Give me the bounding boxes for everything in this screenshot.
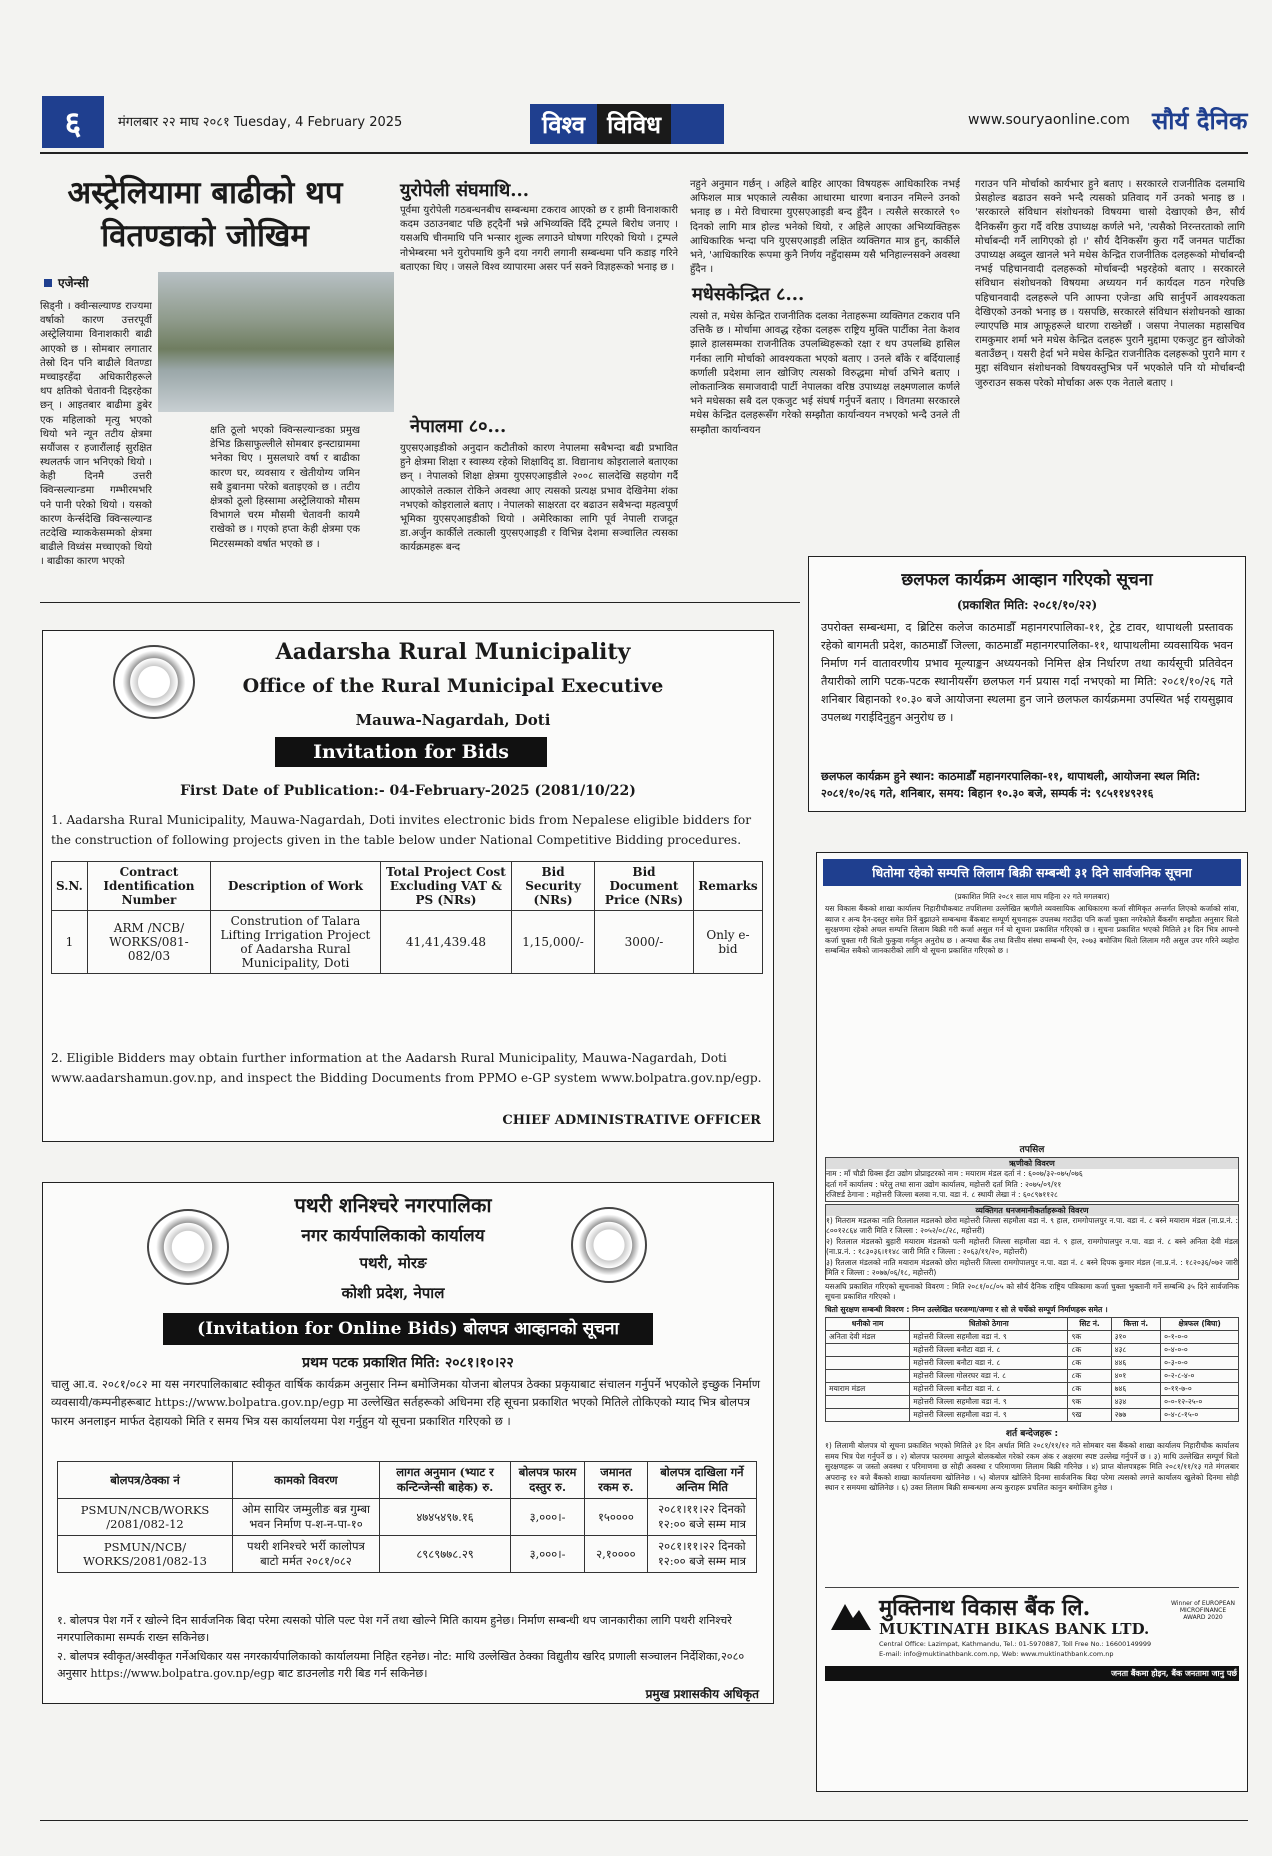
table-cell: महोत्तरी जिल्ला बनौटा वडा नं. ८ xyxy=(910,1357,1068,1370)
table-cell: 1,15,000/- xyxy=(512,911,595,974)
table-cell: 3000/- xyxy=(595,911,694,974)
bank-name-en: MUKTINATH BIKAS BANK LTD. xyxy=(879,1620,1150,1638)
table-cell xyxy=(826,1357,910,1370)
first-publication-date: First Date of Publication:- 04-February-2025 (2081/10/22) xyxy=(180,783,636,799)
guarantor-2: २) रितलाल मंडलको बुहारी मयाराम मंडलको पत्नी महोत्तरी जिल्ला सहमौला वडा नं. ९ हाल, रामगोपालपुर न.पा. वडा नं. ८ बस्ने अनिता देवी मंडल (ना.प्र.नं. : १८३०३६।११४८ जारी मिति र जिल्ला : २०६३/११/२०, महोत्तरी) xyxy=(826,1236,1238,1256)
collateral-table xyxy=(825,1317,1239,1422)
table-cell: २०८१।११।२२ दिनको १२:०० बजे सम्म मात्र xyxy=(647,1499,756,1536)
table-header: क्षेत्रफल (बिघा) xyxy=(1161,1318,1239,1331)
table-cell xyxy=(826,1409,910,1422)
table-row xyxy=(826,1396,1239,1409)
bid-item-1: 1. Aadarsha Rural Municipality, Mauwa-Nagardah, Doti invites electronic bids from Nepalese eligible bidders for the construction of following projects given in the table below under National Competitive Bidding procedures. xyxy=(51,813,752,847)
table-cell: महोत्तरी जिल्ला बनौटा वडा नं. ८ xyxy=(910,1383,1068,1396)
guarantor-1: १) मितराम मडलका नाति रितलाल मडलको छोरा महोत्तरी जिल्ला सहमौला वडा नं. ९ हाल, रामगोपालपुर न.पा. वडा नं. ८ बस्ने मयाराम मंडल (ना.प्र.नं. : ८००१२८६४ जारी मिति र जिल्ला : २०५२/०८/२८, महोत्तरी) xyxy=(826,1215,1238,1235)
hearing-notice xyxy=(808,556,1246,812)
table-cell: ४४६ xyxy=(1111,1357,1161,1370)
table-cell: ९क xyxy=(1068,1331,1111,1344)
table-header: Remarks xyxy=(693,862,762,911)
auction-body: यस विकास बैंकको शाखा कार्यालय निहारीचौकबाट तपशिलमा उल्लेखित ऋणीले व्यवसायिक आधिकारमा कर्जा सीमिकृत अन्तर्गत लिएको कर्जाको सांवा, ब्याज र अन्य दैन-दस्तुर समेत तिर्ने बुझाउने सम्बन्धमा बैंकबाट सम्पूर्ण सूचनाहरू उपलब्ध गराउँदा पनि कर्जा चुक्ता नगरेकोले बैंकसँग सम्झौता अनुसार धितो सुरक्षणमा रहेको अचल सम्पत्ति लिलाम बिक्री गरी कर्जा असुल गर्न यो सूचना प्रकाशित गरिएको छ । सूचना प्रकाशित भएको मितिले ३१ दिन भित्र आफ्नो कर्जा चुक्ता गरी धितो फुकुवा गर्नहुन अनुरोध छ । अन्यथा बैंक तथा वित्तीय संस्था सम्बन्धी ऐन, २०७३ बमोजिम धितो लिलाम गरी असुल उपर गरिने व्यहोरा सम्बन्धित सबैको जानकारीको लागि यो सूचना प्रकाशित गरिएको छ । xyxy=(825,904,1239,955)
table-cell: २,१०००० xyxy=(584,1536,647,1573)
date-line: मंगलबार २२ माघ २०८१ Tuesday, 4 February 2025 xyxy=(118,115,403,130)
article-text: पूर्वमा युरोपेली गठबन्धनबीच सम्बन्धमा टकराव आएको छ र हामी विनाशकारी कदम उठाउनबाट पछि हट्दैनौं भन्ने अभिव्यक्ति दिँदै ट्रम्पले बिरोध जनाए । यसअघि चीनमाथि पनि भन्सार शुल्क लगाउने घोषणा गरिएको थियो । ट्रम्पले नोभेम्बरमा भने युरोपमाथि कुनै दया नगरी लगानी सम्बन्धमा पनि कडाइ गरिने बताएका थिए । जसले विश्व व्यापारमा असर पर्न सक्ने विज्ञहरूको भनाइ छ । xyxy=(400,205,678,273)
auction-title: धितोमा रहेको सम्पत्ति लिलाम बिक्री सम्बन्धी ३१ दिने सार्वजनिक सूचना xyxy=(823,859,1241,886)
signatory: प्रमुख प्रशासकीय अधिकृत xyxy=(645,1687,759,1701)
table-cell: ARM /NCB/ WORKS/081-082/03 xyxy=(87,911,210,974)
auction-notice xyxy=(816,852,1248,1792)
table-cell: ०-०-१२-२५-० xyxy=(1161,1396,1239,1409)
table-cell: PSMUN/NCB/WORKS /2081/082-12 xyxy=(58,1499,233,1536)
province: कोशी प्रदेश, नेपाल xyxy=(341,1284,445,1302)
auction-pub-line: (प्रकाशित मिति २०८१ साल माघ महिना २२ गते मगलबार) xyxy=(954,892,1110,901)
intro-text: चालु आ.व. २०८१/०८२ मा यस नगरपालिकाबाट स्वीकृत वार्षिक कार्यक्रम अनुसार निम्न बमोजिमका योजना बोलपत्र ठेक्का प्रकृयाबाट संचालन गर्नुपर्ने भएकोले इच्छुक निर्माण व्यवसायी/कम्पनीहरूबाट https://www.bolpatra.gov.np/egp मा उल्लेखित सर्तहरूको अधिनमा रहि सूचना प्रकाशित भएको मितिले तोकिएको म्याद भित्र बोलपत्र फारम अनलाइन मार्फत देहायको मिति र समय भित्र यस कार्यालयमा पेश गर्नुहुन यो सूचना प्रकाशित गरिएको छ । xyxy=(51,1377,761,1428)
bid-ad-pathari xyxy=(42,1182,774,1704)
table-cell: ८क xyxy=(1068,1370,1111,1383)
tapsil-label: तपसिल xyxy=(1019,1145,1045,1155)
bank-logo-icon xyxy=(829,1596,873,1632)
table-row xyxy=(826,1409,1239,1422)
byline: एजेन्सी xyxy=(44,274,89,291)
notice-pub-date: (प्रकाशित मिति: २०८१/१०/२२) xyxy=(956,598,1098,612)
table-header: Bid Document Price (NRs) xyxy=(595,862,694,911)
bank-name-np: मुक्तिनाथ विकास बैंक लि. xyxy=(879,1595,1091,1621)
table-header: Description of Work xyxy=(211,862,381,911)
office-name: Office of the Rural Municipal Executive xyxy=(242,675,664,697)
bank-contact[interactable]: E-mail: info@muktinathbank.com.np, Web: www.muktinathbank.com.np xyxy=(879,1650,1114,1658)
notice-title: छलफल कार्यक्रम आव्हान गरिएको सूचना xyxy=(901,570,1153,590)
table-cell: मयाराम मंडल xyxy=(826,1383,910,1396)
table-cell: २०८१।११।२२ दिनको १२:०० बजे सम्म मात्र xyxy=(647,1536,756,1573)
table-cell: 41,41,439.48 xyxy=(380,911,511,974)
headline-line-2: वितण्डाको जोखिम xyxy=(101,217,309,254)
headline-line-1: अस्ट्रेलियामा बाढीको थप xyxy=(67,175,343,211)
table-header: बोलपत्र दाखिला गर्ने अन्तिम मिति xyxy=(647,1462,756,1499)
table-header: Bid Security (NRs) xyxy=(512,862,595,911)
borrower-address: रजिष्टर्ड ठेगाना : महोत्तरी जिल्ला बलवा न.पा. वडा नं. ८ स्थायी लेखा नं : ६०८९७११२८ xyxy=(826,1190,1058,1199)
table-cell: २७७ xyxy=(1111,1409,1161,1422)
invitation-banner: (Invitation for Online Bids) बोलपत्र आव्हानको सूचना xyxy=(163,1313,653,1345)
table-cell: ३,०००।- xyxy=(511,1499,585,1536)
borrower-header: ऋणीको विवरण xyxy=(826,1158,1238,1169)
table-cell: PSMUN/NCB/ WORKS/2081/082-13 xyxy=(58,1536,233,1573)
bank-office: Central Office: Lazimpat, Kathmandu, Tel.: 01-5970887, Toll Free No.: 16600149999 xyxy=(879,1640,1152,1648)
table-cell: पथरी शनिश्चरे भर्री कालोपत्र बाटो मर्मत २०८१/०८२ xyxy=(233,1536,380,1573)
table-cell: ३,०००।- xyxy=(511,1536,585,1573)
table-row xyxy=(826,1331,1239,1344)
org-name: Aadarsha Rural Municipality xyxy=(275,639,631,665)
table-row xyxy=(826,1370,1239,1383)
table-cell: ०-२-८-४-० xyxy=(1161,1370,1239,1383)
bid-item-2: 2. Eligible Bidders may obtain further information at the Aadarsh Rural Municipality, Mauwa-Nagardah, Doti www.aadarshamun.gov.np, and inspect the Bidding Documents from PPMO e-GP system www.bolpatra.gov.np/egp. xyxy=(51,1051,762,1085)
bid-table xyxy=(51,861,763,974)
table-cell: १५०००० xyxy=(584,1499,647,1536)
table-cell: महोत्तरी जिल्ला बनौटा वडा नं. ८ xyxy=(910,1344,1068,1357)
table-header: धितोको ठेगाना xyxy=(910,1318,1068,1331)
table-header: कित्ता नं. xyxy=(1111,1318,1161,1331)
header-rule xyxy=(40,152,1248,154)
award-badge: Winner of EUROPEAN MICROFINANCE AWARD 2020 xyxy=(1171,1600,1235,1621)
article-text: नहुने अनुमान गर्छन् । अहिले बाहिर आएका विषयहरू आधिकारिक नभई अफिशल मात्र भएकाले त्यसैका आधारमा धारणा बनाउन नमिल्ने उनको भनाइ छ । मेरो विचारमा युएसएआइडी बन्द हुँदैन । त्यसैले सरकारले ९० दिनको लागि मात्र होल्ड भनेको थियो, र अहिले आएका अभिव्यक्तिहरू आधिकारिक भन्दा पनि युएसएआइडी लक्षित व्यक्तिगत मात्र हुन्, कार्कीले भने, 'आधिकारिक रूपमा कुनै निर्णय नहुँदासम्म यसै भनिहाल्नसक्ने अवस्था हुँदैन । xyxy=(690,179,960,276)
table-header: जमानत रकम रु. xyxy=(584,1462,647,1499)
table-cell: ७४६ xyxy=(1111,1383,1161,1396)
org-name: पथरी शनिश्चरे नगरपालिका xyxy=(294,1193,492,1217)
article-subhead: मधेसकेन्द्रित ८... xyxy=(692,284,805,305)
table-header: लागत अनुमान (भ्याट र कन्टिन्जेन्सी बाहेक) रु. xyxy=(379,1462,510,1499)
article-text-col2: क्षति ठूलो भएको क्विन्सल्यान्डका प्रमुख डेभिड क्रिसाफुल्लीले सोमबार इन्स्टाग्राममा भनेका थिए । मुसलधारे वर्षा र बाढीका कारण घर, व्यवसाय र खेतीयोग्य जमिन सबै डुबानमा परेको बताइएको छ । तटीय क्षेत्रको ठूलो हिस्सामा अस्ट्रेलियाको मौसम विभागले चरम मौसमी चेतावनी कायमै राखेको छ । गएको हप्ता केही क्षेत्रमा एक मिटरसम्मको वर्षात भएको छ । xyxy=(210,425,360,550)
table-cell: ९क xyxy=(1068,1396,1111,1409)
table-cell: महोत्तरी जिल्ला गोलरघर वडा नं. ८ xyxy=(910,1370,1068,1383)
table-cell: ४०१ xyxy=(1111,1370,1161,1383)
bank-tagline: जनता बैंकमा होइन, बैंक जनतामा जानु पर्छ xyxy=(825,1666,1239,1681)
table-cell: अनिता देवी मंडल xyxy=(826,1331,910,1344)
table-header: Contract Identification Number xyxy=(87,862,210,911)
article-subhead: नेपालमा ८०... xyxy=(410,416,507,437)
table-cell: 1 xyxy=(52,911,88,974)
masthead-brand: सौर्य दैनिक xyxy=(1152,106,1248,135)
table-header: बोलपत्र/ठेक्का नं xyxy=(58,1462,233,1499)
table-cell: ४३४ xyxy=(1111,1396,1161,1409)
table-cell: ०-४-०-० xyxy=(1161,1344,1239,1357)
table-cell xyxy=(826,1344,910,1357)
table-cell: ४७४५४९७.१६ xyxy=(379,1499,510,1536)
bid-table xyxy=(57,1461,757,1573)
table-cell: ०-३-०-० xyxy=(1161,1357,1239,1370)
table-header: सिट नं. xyxy=(1068,1318,1111,1331)
table-row xyxy=(826,1383,1239,1396)
footer-rule xyxy=(40,1820,1248,1821)
publication-note: यसअघि प्रकाशित गरिएको सूचनाको विवरण : मिति २०८१/०८/०५ को सौर्य दैनिक राष्ट्रिय पत्रिकामा कर्जा चुक्ता भुक्तानी गर्ने सम्बन्धि ३५ दिने सार्वजनिक सूचना प्रकाशित गरिएको । xyxy=(825,1281,1239,1301)
first-publication-date: प्रथम पटक प्रकाशित मिति: २०८१।१०।२२ xyxy=(302,1355,514,1371)
table-row xyxy=(826,1344,1239,1357)
note-2: २. बोलपत्र स्वीकृत/अस्वीकृत गर्नेअधिकार यस नगरकार्यपालिकाको कार्यालयमा निहित रहनेछ। नोट: माथि उल्लेखित ठेक्का विद्युतीय खरिद प्रणाली सञ्चालन निर्देशिका,२०८० अनुसार https://www.bolpatra.gov.np/egp बाट डाउनलोड गरी बिड गर्न सकिनेछ। xyxy=(57,1650,745,1680)
table-cell: ओम सायिर जम्मुलीङ बन्न गुम्बा भवन निर्माण प-श-न-पा-१० xyxy=(233,1499,380,1536)
website-url[interactable]: www.souryaonline.com xyxy=(968,112,1130,128)
table-row xyxy=(52,911,763,974)
table-cell: महोत्तरी जिल्ला सहमौला वडा नं. ९ xyxy=(910,1331,1068,1344)
table-cell: Only e-bid xyxy=(693,911,762,974)
notice-footer: छलफल कार्यक्रम हुने स्थान: काठमाडौँ महानगरपालिका-११, थापाथली, आयोजना स्थल मिति: २०८१/१०/२६ गते, शनिबार, समय: बिहान १०.३० बजे, सम्पर्क नं: ९८५११४९२१६ xyxy=(821,770,1201,800)
table-cell xyxy=(826,1396,910,1409)
table-row xyxy=(826,1357,1239,1370)
table-cell: ३१० xyxy=(1111,1331,1161,1344)
signatory: CHIEF ADMINISTRATIVE OFFICER xyxy=(502,1113,761,1128)
table-cell: महोत्तरी जिल्ला सहमौला वडा नं. ९ xyxy=(910,1396,1068,1409)
borrower-section xyxy=(825,1157,1239,1202)
page-number: ६ xyxy=(42,96,104,148)
section-title xyxy=(530,104,724,144)
article-text: युएसएआइडीको अनुदान कटौतीको कारण नेपालमा सबैभन्दा बढी प्रभावित हुने क्षेत्रमा शिक्षा र स्वास्थ्य रहेको शिक्षाविद् डा. विद्यानाथ कोइरालाले बताएका छन् । नेपालको शिक्षा क्षेत्रमा युएसएआइडीले २००८ सालदेखि सहयोग गर्दै आएकोले तत्काल रोकिने अवस्था आए त्यसको प्रत्यक्ष प्रभाव देखिनेमा शंका नभएको कोइरालाले बताए । नेपालको साक्षरता दर बढाउन सबैभन्दा महत्वपूर्ण भूमिका युएसएआइडीको थियो । अमेरिकाका लागि पूर्व नेपाली राजदूत डा.अर्जुन कार्कीले तत्काली युएसएआइडी र विभिन्न देशमा सञ्चालित त्यसका कार्यक्रमहरू बन्द xyxy=(400,443,678,554)
table-cell: ८क xyxy=(1068,1357,1111,1370)
table-cell: ०-११-७-० xyxy=(1161,1383,1239,1396)
table-cell: Constrution of Talara Lifting Irrigation Project of Aadarsha Rural Municipality, Doti xyxy=(211,911,381,974)
table-cell: ८क xyxy=(1068,1344,1111,1357)
article-text-col1: सिड्नी । क्वीन्सल्याण्ड राज्यमा वर्षाको कारण उत्तरपूर्वी अस्ट्रेलियामा विनाशकारी बाढी आएको छ । सोमबार लगातार तेस्रो दिन पनि बाढीले वितण्डा मच्चाइरहँदा अधिकारीहरूले थप क्षतिको चेतावनी दिइरहेका छन् । आइतबार बाढीमा डुबेर एक महिलाको मृत्यु भएको थियो भने न्यून तटीय क्षेत्रमा सयौंजस र हजारौंलाई सुरक्षित स्थलतर्फ जान भनिएको थियो । केही दिनमै उत्तरी क्विन्सल्यान्डमा गम्भीरमभरि पने पानी परेको थियो । यसको कारण केर्न्सदेखि क्विन्सल्यान्ड तटदेखि म्याककेसम्मको क्षेत्रमा बाढीले विध्वंस मच्चाएको थियो । बाढीका कारण भएको xyxy=(40,301,152,568)
guarantor-header: व्यक्तिगत धनजमानीकर्ताहरूको विवरण xyxy=(826,1205,1238,1216)
table-header: कामको विवरण xyxy=(233,1462,380,1499)
table-cell: ४३८ xyxy=(1111,1344,1161,1357)
guarantor-section xyxy=(825,1204,1239,1280)
nepal-emblem-icon xyxy=(147,1209,229,1285)
table-cell: ०-४-८-१५-० xyxy=(1161,1409,1239,1422)
section-title-part1: विश्व xyxy=(542,109,586,139)
bank-footer xyxy=(825,1587,1239,1662)
collateral-title: धितो सुरक्षण सम्बन्धी विवरण : निम्न उल्लेखित घरजग्गा/जग्गा र सो ले चर्चेको सम्पूर्ण निर्माणहरू समेत । xyxy=(825,1304,1108,1314)
table-cell: ८९८९७७८.२९ xyxy=(379,1536,510,1573)
table-header: S.N. xyxy=(52,862,88,911)
table-cell: महोत्तरी जिल्ला सहमौला वडा नं. ९ xyxy=(910,1409,1068,1422)
invitation-banner: Invitation for Bids xyxy=(275,737,547,767)
table-header: धनीको नाम xyxy=(826,1318,910,1331)
article-subhead: युरोपेली संघमाथि... xyxy=(400,180,530,201)
flood-photo xyxy=(158,272,394,412)
section-title-part2: विविध xyxy=(597,104,671,144)
table-row xyxy=(58,1499,757,1536)
table-header: बोलपत्र फारम दस्तुर रु. xyxy=(511,1462,585,1499)
guarantor-3: ३) रितलाल मंडलको नाति मयाराम मंडलको छोरा महोत्तरी जिल्ला रामगोपालपुर न.पा. वडा नं. ८ बस्ने दिपक कुमार मंडल (ना.प्र.नं. : १८२०३६/०७२ जारी मिति र जिल्ला : २०७७/०६/१८, महोत्तरी) xyxy=(826,1257,1238,1277)
note-1: १. बोलपत्र पेश गर्ने र खोल्ने दिन सार्वजनिक बिदा परेमा त्यसको पोलि पल्ट पेश गर्ने तथा खोल्ने मिति कायम हुनेछ। निर्माण सम्बन्धी थप जानकारीका लागि पथरी शनिश्चरे नगरपालिकामा सम्पर्क राख्न सकिनेछ। xyxy=(57,1614,732,1644)
notice-body: उपरोक्त सम्बन्धमा, द ब्रिटिस कलेज काठमाडौँ महानगरपालिका-११, ट्रेड टावर, थापाथली प्रस्तावक रहेको बागमती प्रदेश, काठमाडौँ जिल्ला, काठमाडौँ महानगरपालिका-११, थापाथलीमा व्यवसायिक भवन निर्माण गर्न वातावरणीय प्रभाव मूल्याङ्कन अध्ययनको निमित्त क्षेत्र निर्धारण तथा कार्यसूची प्रतिवेदन तैयारीको लागि पटक-पटक स्थानीयसँग छलफल गर्न प्रयास गर्दा नभएको मा मिति: २०८१/१०/२६ गते शनिबार बिहानको १०.३० बजे आयोजना स्थलमा हुन जाने छलफल कार्यक्रममा उपस्थित भई रायसुझाव उपलब्ध गराईदिनुहुन अनुरोध छ । xyxy=(821,621,1233,724)
conditions-text: १) लिलामी बोलपत्र यो सूचना प्रकाशित भएको मितिले ३१ दिन अर्थात मिति २०८१/११/१२ गते सोमबार यस बैंकको शाखा कार्यालय निहारीचौक कार्यालय समय भित्र पेश गर्नुपर्ने छ । २) बोलपत्र फारममा आफूले बोलकबोल गरेको रकम अंक र अक्षरमा स्पष्ट उल्लेख गर्नुपर्ने छ । ३) माथि उल्लेखित सम्पूर्ण धितो सुरक्षणहरू ज जस्तो अवस्था र परिमाणमा छ सोही अवस्था र परिमाणमा लिलाम बिक्री गरिनेछ । ४) प्राप्त बोलपत्रहरू मिति २०८१/११/१३ गते मंगलबार अपरान्ह १२ बजे बैंकको शाखा कार्यालयमा खोलिनेछ । ५) बोलपत्र खोलिने दिनमा सार्वजनिक बिदा परेमा त्यसको लगत्ते कार्यालय खुलेको दिनमा सोही स्थान र समयमा खोलिनेछ । ६) उक्त लिलाम बिक्री सम्बन्धमा अन्य कुराहरू प्रचलित कानुन बमोजिम हुनेछ । xyxy=(825,1441,1239,1492)
divider xyxy=(40,602,800,603)
location: पथरी, मोरङ xyxy=(359,1254,427,1272)
article-headline xyxy=(50,172,360,258)
office-name: नगर कार्यपालिकाको कार्यालय xyxy=(301,1226,485,1246)
borrower-name: नाम : माँ चौडी ग्रिक्स इँटा उद्योग प्रोप्राइटरको नाम : मयाराम मंडल दर्ता नं : ६००७/३२-०७५/०७६ xyxy=(826,1169,1083,1178)
conditions-title: शर्त बन्देजहरू : xyxy=(1005,1429,1059,1439)
table-cell: ९ख xyxy=(1068,1409,1111,1422)
table-cell: ०-१-०-० xyxy=(1161,1331,1239,1344)
table-cell xyxy=(826,1370,910,1383)
table-row xyxy=(58,1536,757,1573)
article-text: गराउन पनि मोर्चाको कार्यभार हुने बताए । सरकारले राजनीतिक दलमाथि प्रेसहोल्ड बढाउन सक्ने भन्दै त्यसको प्रतिवाद गर्ने उनको भनाइ छ । 'सरकारले संविधान संशोधनको विषयमा चासो देखाएको छैन, सौर्य दैनिकसँग कुरा गर्दै वरिष्ठ उपाध्यक्ष कर्णले भने, 'त्यसैको निरन्तरताको लागि मोर्चाबन्दी गर्नै लागिएको हो ।' सौर्य दैनिकसँग कुरा गर्दै जनमत पार्टीका उपाध्यक्ष अब्दुल खानले भने मधेस केन्द्रित राजनीतिक दलहरूको मोर्चाबन्दी नभई पहिचानवादी दलहरूको मोर्चाबन्दी भइरहेको बताए । सरकारले संविधान संशोधनको विषयमा अध्ययन गर्न कार्यदल गठन गरेपछि पहिचानवादी दलहरूले पनि आफ्ना एजेन्डा अघि सार्नुपर्ने आवश्यकता देखिएको उनको भनाइ छ । यसपछि, सरकारले संविधान संशोधनको खाका ल्याएपछि मात्र आफूहरूले धारणा राख्नेछौं । जसपा नेपालका महासचिव रामकुमार शर्मा भने मधेस केन्द्रित दलहरू पुरानै मुद्दामा एकजुट हुन खोजेको बताउँछन् । यसरी हेर्दा भने मधेस केन्द्रित राजनीतिक दलहरूको पुरानै माग र मुद्दा संविधान संशोधनको विषयवस्तुभित्र पर्ने भएकोले पनि यो मोर्चाबन्दी जुरुराउन सकस परेको मोर्चाका अरू एक नेताले बताए । xyxy=(975,179,1245,389)
article-text: त्यसो त, मधेस केन्द्रित राजनीतिक दलका नेताहरूमा व्यक्तिगत टकराव पनि उत्तिकै छ । मोर्चामा आवद्ध रहेका दलहरू राष्ट्रिय मुक्ति पार्टीका नेता केशव झाले हालसम्मका राजनीतिक उपलब्धिहरूको रक्षा र थप उपलब्धि हासिल गर्नका लागि मोर्चाको आवश्यकता भएको बताए । उनले बाँके र बर्दियालाई कर्णाली प्रदेशमा लान खोजिए त्यसको विरुद्धमा मोर्चा उभिने बताए । लोकतान्त्रिक समाजवादी पार्टी नेपालका वरिष्ठ उपाध्यक्ष लक्ष्मणलाल कर्णले भने मधेसका सबै दल एकजुट भई संघर्ष गर्नुपर्ने बताए । विगतमा सरकारले मधेस केन्द्रित दलहरूसँग गरेको सम्झौता कार्यान्वयन नभएको भन्दै उनले ती सम्झौता कार्यान्वयन xyxy=(690,311,960,436)
location: Mauwa-Nagardah, Doti xyxy=(355,711,551,729)
bid-ad-aadarsha xyxy=(42,630,774,1142)
table-cell: ८क xyxy=(1068,1383,1111,1396)
table-header: Total Project Cost Excluding VAT & PS (NRs) xyxy=(380,862,511,911)
borrower-office: दर्ता गर्ने कार्यालय : घरेलु तथा साना उद्योग कार्यालय, महोत्तरी दर्ता मिति : २०७५/०९/११ xyxy=(826,1179,1062,1189)
